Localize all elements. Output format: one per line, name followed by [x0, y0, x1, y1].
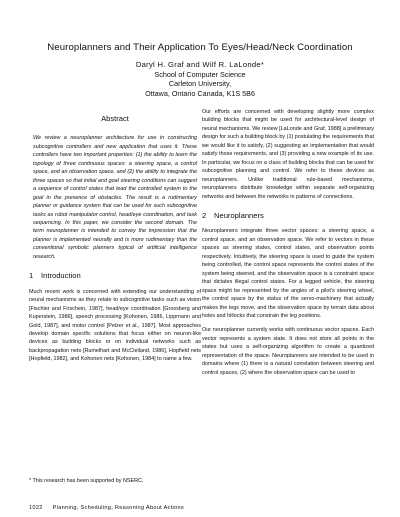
- intro-continued-paragraph: Our efforts are concerned with developing slightly more complex building blocks that might be used for architectural-level design of neural mechanisms. We review [LaLonde and Graf, 1988] a preliminary design for such a building block by (1) postulating the requirements that we would like it to satisfy, (2) suggesting an implementation that would satisfy those requirements, and (3) providing a new example of its use. In particular, we focus on a class of building blocks that can be used for subcognitive planning and control. We refer to these devices as neuroplanners. Unlike traditional rule-based mechanisms, neuroplanners distribute knowledge within separate self-organizing networks and between the networks in patterns of connections.: [202, 109, 374, 200]
- neuroplanners-paragraph-1: Neuroplanners integrate three vector spaces: a steering space, a control space, and an observation space. We refer to vectors in these spaces as steering states, control states, and observation points respectively. Intuitively, the steering space is used to guide the system being controlled, the control space represents the control states of the system being steered, and the observation space is a constraint space that dictates illegal control states. For a legged vehicle, the steering space might be represented by the angles of a pilot's steering wheel, the control space by the status of the servo-machinery that actually makes the legs move, and the observation space by terrain data about holes and hillocks that constrain the leg positions.: [202, 228, 374, 319]
- affiliation-line: Carleton University,: [168, 79, 232, 89]
- page-number: 1022: [29, 505, 43, 511]
- section-number: 1: [29, 271, 34, 281]
- abstract-heading: Abstract: [101, 114, 129, 123]
- abstract-text: We review a neuroplanner architecture for use in constructing subcognitive controllers and new application that uses it. These controllers have two important properties: (1) the ability to learn the topology of three continuous spaces: a steering space, a control space, and an observation space, and (2) the ability to integrate the three spaces so that initial and goal steering conditions can suggest a sequence of control states that lead the controlled system to the goal in the presence of obstacles. The result is a rudimentary planner or guidance system that can be used for such subcognitive tasks as robot manipulator control, head/eye coordination, and task sequencing. In this paper, we consider the second domain. The term neuroplanner is intended to convey the impression that the planner is implemented neurally and is more rudimentary than the conventional symbolic planners typical of artificial intelligence research.: [33, 135, 197, 260]
- paper-title: Neuroplanners and Their Application To Eyes/Head/Neck Coordination: [47, 42, 353, 53]
- running-title: Planning, Scheduling, Reasoning About Actions: [52, 505, 185, 511]
- section-title: Introduction: [41, 271, 81, 281]
- affiliation-line: School of Computer Science: [154, 69, 246, 79]
- page-footer: [29, 505, 184, 511]
- affiliation-line: Ottawa, Ontario Canada, K1S 5B6: [145, 88, 255, 98]
- author-block: [0, 60, 400, 98]
- author-names: Daryl H. Graf and Wilf R. LaLonde*: [135, 60, 265, 69]
- left-column: [29, 111, 201, 364]
- right-column: [202, 108, 374, 377]
- section-heading-neuroplanners: [202, 212, 374, 220]
- footnote: * This research has been supported by NSERC.: [29, 478, 144, 484]
- neuroplanners-paragraph-2: Our neuroplanner currently works with continuous vector spaces. Each vector represents a system state. It does not store all points in the states but uses a self-organizing algorithm to create a quantized representation of the space. Neuroplanners are intended to be used in domains where (1) there is a natural correlation between steering and control spaces, (2) where the observation space can be used to: [202, 327, 374, 376]
- section-title: Neuroplanners: [214, 210, 264, 220]
- section-heading-introduction: [29, 272, 201, 280]
- introduction-paragraph: Much recent work is concerned with extending our understanding of neural mechanisms as they relate to subcognitive tasks such as vision [Fischler and Firschein, 1987], head/eye coordination [Grossberg and Kuperstein, 1986], speech processing [Kohonen, 1986, Lippmann and Gold, 1987], and motor control [Pelzer et al., 1987]. Most approaches develop domain specific solutions that focus either on neuron-like devices as building blocks or on individual networks such as backpropagation nets [Rumelhart and McClelland, 1986], Hopfield nets [Hopfield, 1982], and Kohonen nets [Kohonen, 1984] to name a few.: [29, 288, 201, 363]
- section-number: 2: [202, 210, 207, 220]
